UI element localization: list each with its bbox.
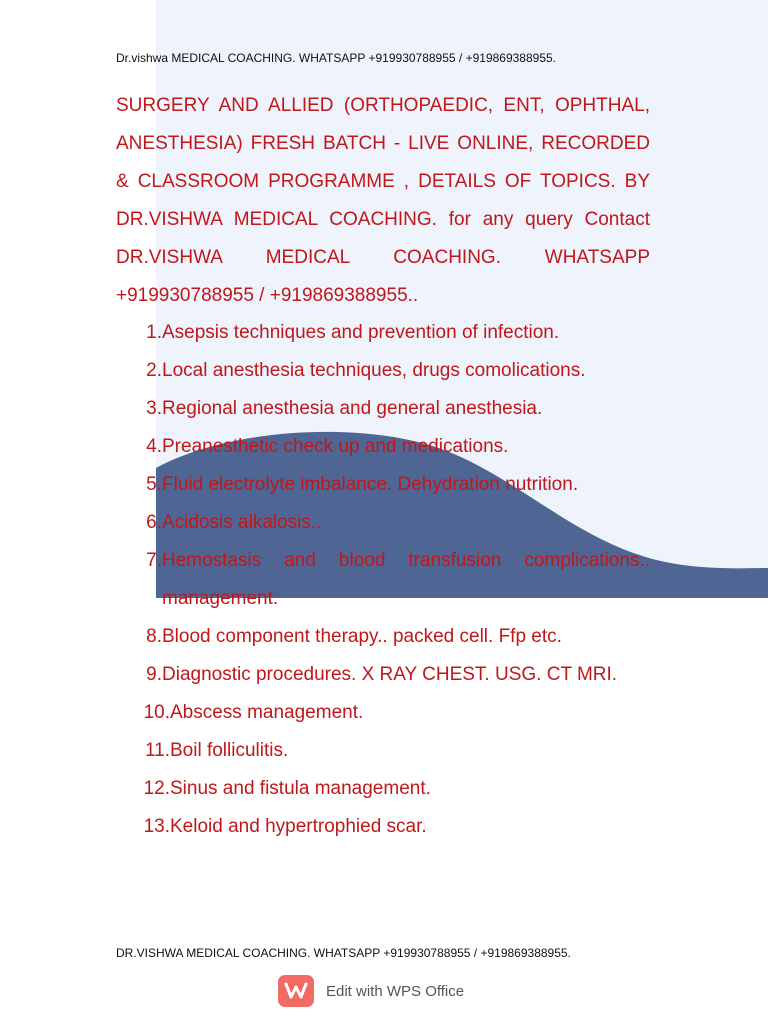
topic-number: 10. [143,702,170,723]
topic-item [116,542,650,580]
topic-number: 13. [143,816,170,837]
topic-item [116,466,650,504]
topic-number: 3. [146,398,162,419]
topic-item [116,504,650,542]
topic-text: Blood component therapy.. packed cell. Ffp etc. [162,626,562,647]
topic-item [116,770,650,808]
page-header: Dr.vishwa MEDICAL COACHING. WHATSAPP +919930788955 / +919869388955. [116,51,557,65]
topic-item [116,808,650,846]
topic-text: Local anesthesia techniques, drugs comolications. [162,360,586,381]
topic-number: 5. [146,474,162,495]
topic-number: 12. [143,778,170,799]
topic-text: Regional anesthesia and general anesthesia. [162,398,543,419]
topic-item [116,732,650,770]
intro-paragraph: SURGERY AND ALLIED (ORTHOPAEDIC, ENT, OPHTHAL, ANESTHESIA) FRESH BATCH - LIVE ONLINE, RECORDED & CLASSROOM PROGRAMME , DETAILS OF TOPICS. BY DR.VISHWA MEDICAL COACHING. for any query Contact DR.VISHWA MEDICAL COACHING. WHATSAPP +919930788955 / +919869388955.. [116,95,650,306]
topic-item [116,694,650,732]
topic-number: 2. [146,360,162,381]
topic-text: Sinus and fistula management. [170,778,431,799]
topic-number: 4. [146,436,162,457]
topic-list [116,314,650,846]
topic-text: Acidosis alkalosis.. [162,512,322,533]
topic-number: 1. [146,322,162,343]
page-footer: DR.VISHWA MEDICAL COACHING. WHATSAPP +919930788955 / +919869388955. [116,946,571,960]
topic-text: Fluid electrolyte imbalance. Dehydration nutrition. [162,474,579,495]
topic-text: Preanesthetic check up and medications. [162,436,509,457]
topic-item [116,390,650,428]
edit-with-wps-button[interactable] [278,974,508,1008]
wps-office-logo-icon [278,975,314,1007]
topic-item [116,352,650,390]
topic-text: Boil folliculitis. [170,740,289,761]
topic-text: Diagnostic procedures. X RAY CHEST. USG. CT MRI. [162,664,618,685]
topic-text: Abscess management. [170,702,364,723]
topic-continuation-text: management. [162,588,279,609]
topic-item [116,618,650,656]
topic-item [116,428,650,466]
topic-item [116,314,650,352]
wps-label: Edit with WPS Office [326,982,465,1000]
topic-text: Keloid and hypertrophied scar. [170,816,427,837]
topic-text: Asepsis techniques and prevention of infection. [162,322,560,343]
topic-number: 11. [144,740,170,761]
topic-number: 6. [146,512,162,533]
topic-number: 8. [146,626,162,647]
topic-text: Hemostasis and blood transfusion complications.. [162,550,650,571]
topic-item [116,656,650,694]
topic-number: 7. [146,550,162,571]
topic-number: 9. [146,664,162,685]
topic-item-continuation [116,580,650,618]
